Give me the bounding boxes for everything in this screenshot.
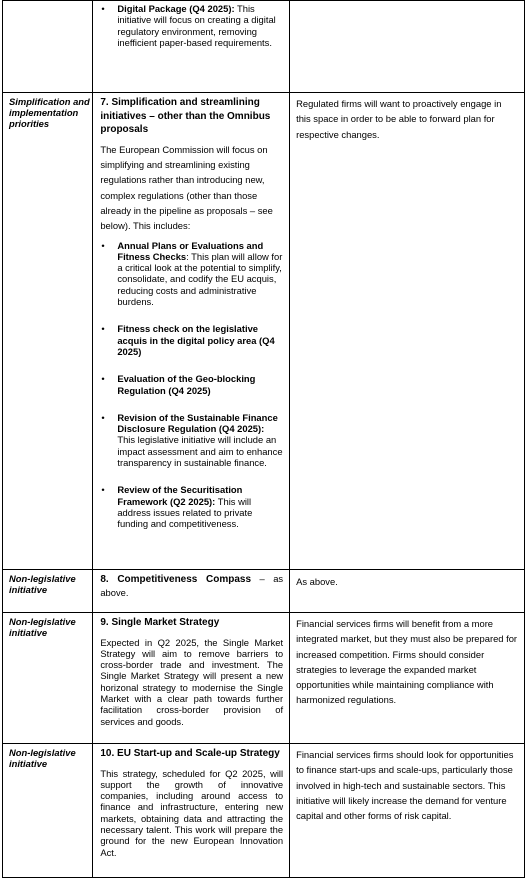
bullet-list — [100, 240, 283, 530]
bullet-icon: • — [101, 411, 105, 423]
bullet-icon: • — [101, 484, 105, 496]
initiative-cell — [93, 613, 290, 744]
item-title: Fitness check on the legislative acquis in the digital policy area (Q4 2025) — [117, 323, 275, 357]
bullet-icon: • — [101, 239, 105, 251]
table-row — [3, 1, 525, 93]
impact-cell — [290, 93, 525, 570]
initiative-body: This strategy, scheduled for Q2 2025, will support the growth of innovative companies, including around access to finance and infrastructure, entering new markets, obtaining data and attracting the necessary talent. This work will prepare the ground for the new European Innovation Act. — [100, 767, 284, 858]
category-cell — [3, 570, 93, 613]
initiative-cell — [93, 570, 290, 613]
list-item — [100, 484, 283, 529]
table-row — [3, 93, 525, 570]
impact-cell — [290, 570, 525, 613]
initiative-body: Expected in Q2 2025, the Single Market Strategy will aim to remove barriers to cross-border trade and investment. The Single Market Strategy will present a new horizonal strategy to modernise the Single Market with a clear path towards further facilitation cross-border provision of services and goods. — [100, 636, 284, 727]
initiative-cell — [93, 93, 290, 570]
category-cell — [3, 1, 93, 93]
initiative-heading: 7. Simplification and streamlining initiatives – other than the Omnibus proposals — [100, 97, 271, 136]
initiative-cell — [93, 744, 290, 878]
item-title: Evaluation of the Geo-blocking Regulation (Q4 2025) — [117, 373, 256, 396]
category-cell — [3, 93, 93, 570]
category-cell — [3, 744, 93, 878]
category-label: Simplification and implementation priorities — [9, 96, 90, 129]
category-cell — [3, 613, 93, 744]
impact-text: Financial services firms should look for opportunities to finance start-ups and scale-ups, particularly those involved in high-tech and sustainable sectors. This initiative will likely increase the demand for venture capital and other forms of risk capital. — [296, 749, 514, 822]
initiative-cell — [93, 1, 290, 93]
item-text: This initiative will focus on creating a digital regulatory environment, removing inefficient paper-based requirements. — [117, 3, 276, 48]
table-row — [3, 570, 525, 613]
list-item — [100, 373, 283, 396]
category-label: Non-legislative initiative — [9, 616, 76, 638]
initiative-intro: The European Commission will focus on simplifying and streamlining existing regulations rather than introducing new, complex regulations (other than those already in the pipeline as proposals – see below). This includes: — [100, 143, 273, 232]
item-text: : This plan will allow for a critical look at the potential to simplify, consolidate, and codify the EU acquis, reducing costs and administrative burdens. — [117, 250, 283, 308]
initiative-heading: 10. EU Start-up and Scale-up Strategy — [100, 748, 280, 759]
impact-text: Regulated firms will want to proactively engage in this space in order to be able to forward plan for respective changes. — [296, 98, 502, 140]
item-text: This will address issues related to private funding and competitiveness. — [117, 495, 253, 530]
list-item — [100, 240, 283, 308]
list-item — [100, 323, 283, 357]
impact-text: As above. — [296, 576, 338, 587]
bullet-icon: • — [101, 3, 105, 14]
item-text: This legislative initiative will include an impact assessment and aim to enhance transparency in sustainable finance. — [117, 434, 283, 469]
list-item — [100, 3, 283, 48]
category-label: Non-legislative initiative — [9, 747, 76, 769]
initiative-heading: 8. Competitiveness Compass — [100, 574, 252, 585]
impact-cell — [290, 1, 525, 93]
category-label: Non-legislative initiative — [9, 573, 76, 595]
initiative-heading: 9. Single Market Strategy — [100, 617, 220, 628]
initiative-heading-suffix: – as above. — [100, 573, 284, 598]
bullet-icon: • — [101, 323, 105, 335]
item-title: Revision of the Sustainable Finance Disclosure Regulation (Q4 2025): — [117, 411, 278, 435]
bullet-list — [100, 3, 283, 48]
bullet-icon: • — [101, 373, 105, 385]
impact-text — [290, 1, 524, 4]
category-label — [3, 1, 92, 4]
impact-cell — [290, 613, 525, 744]
list-item — [100, 412, 283, 468]
item-title: Digital Package (Q4 2025): — [117, 3, 235, 14]
impact-text: Financial services firms will benefit from a more integrated market, but they must also be prepared for increased competition. Firms should consider strategies to leverage the expanded market opportunities while maintaining compliance with harmonized regulations. — [296, 618, 518, 706]
table-row — [3, 613, 525, 744]
item-title: Annual Plans or Evaluations and Fitness Checks — [117, 239, 264, 262]
table-row — [3, 744, 525, 878]
impact-cell — [290, 744, 525, 878]
item-title: Review of the Securitisation Framework (Q2 2025): — [117, 484, 243, 507]
regulatory-initiatives-table — [2, 0, 525, 878]
